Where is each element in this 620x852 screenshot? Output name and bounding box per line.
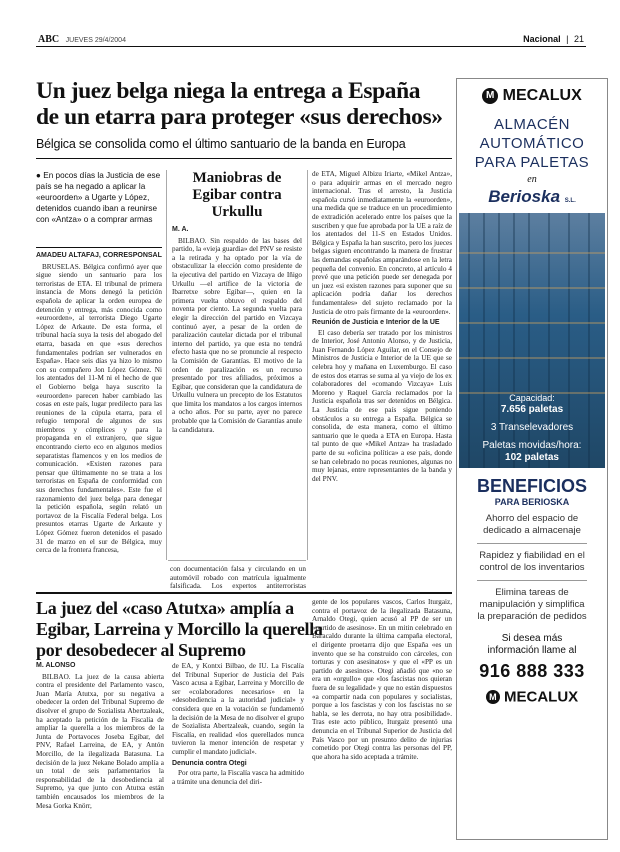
ad-benefits-title: BENEFICIOS (476, 476, 587, 497)
story3-column1 (36, 662, 164, 838)
movidas-value: 102 paletas (505, 452, 559, 464)
ad-benefit-1: Ahorro del espacio de dedicado a almacenaje (483, 513, 581, 537)
berioska-suffix: S.L. (564, 198, 576, 205)
story2-col-a-text: BILBAO. Sin respaldo de las bases del partido, la «vieja guardia» del PNV se resiste a la retirada y ha optado por la vía de obstaculizar la elección como presidente de la ejecutiva del partido en Vizcaya de Iñigo Urkullu —el artífice de la victoria de Ibarretxe sobre Egibar—, quien en la primera vuelta obtuvo el respaldo del noventa por ciento. La segunda vuelta para elegir la dirección del partido en Vizcaya continuó ayer, a pesar de la orden de paralización cautelar dictada por el tribunal interno del partido, ya que esta no tendrá efecto hasta que no se pronuncie al respecto la Comisión de Garantías. El motivo de la orden de paralización es un recurso presentado por tres afiliados, próximos a Egibar, que consideran que la candidatura de Urkullu vulnera un precepto de los Estatutos que limita los mandatos a los cargos internos a ocho años. Por su parte, ayer no parece probable que la Comisión de Garantías anule la candidatura. (172, 236, 302, 434)
story3-col2-subhead: Denuncia contra Otegi (172, 759, 247, 767)
header-rule (36, 46, 586, 47)
ad-brand-bottom (457, 688, 607, 706)
story1-title-line1: Un juez belga niega la entrega a España (36, 78, 421, 104)
story3-col1-text: BILBAO. La juez de la causa abierta contra el presidente del Parlamento vasco, Juan María Atutxa, por su negativa a obedecer la orden del Tribunal Supremo de disolver el grupo de Sozialista Abertzaleak, ha aceptado la petición de la Fiscalía de ampliar la querella a los miembros de la Junta de Portavoces Joseba Egibar, del PNV, Rafael Larreina, de EA, y Antón Morcillo, de la ilegalizada Batasuna. La decisión de la juez Nekane Bolado amplía a un total de seis parlamentarios la responsabilidad de la desobediencia al Supremo, ya que junto con Atutxa están también encausados los miembros de la Mesa Gorka Knörr, (36, 672, 164, 810)
story-separator (36, 592, 452, 594)
movidas-label: Paletas movidas/hora: (482, 440, 582, 452)
brand-logo: ABC (38, 34, 60, 45)
story3-title-line3: por desobedecer al Supremo (36, 640, 246, 660)
transelevadores: 3 Transelevadores (490, 422, 574, 434)
page-number: 21 (573, 34, 584, 44)
story1-col3-subhead: Reunión de Justicia e Interior de la UE (312, 319, 440, 327)
bullet-icon: ● (36, 171, 41, 180)
ad-cta-line1: Si desea más (501, 633, 563, 645)
story1-subtitle: Bélgica se consolida como el último santuario de la banda en Europa (36, 137, 406, 151)
story2-divider-left (166, 170, 167, 560)
story3-column3 (312, 598, 452, 838)
ad-benefit-divider-2 (477, 580, 587, 581)
story1-summary-text: En pocos días la Justicia de ese país se ha negado a aplicar la «euroorden» a Ugarte y López, detenidos cuando iban a reunirse con «Antza» o a comprar armas (36, 171, 161, 224)
story1-column1 (36, 252, 162, 588)
story1-col3b-text: El caso debería ser tratado por los ministros de Interior, José Antonio Alonso, y de Justicia, Juan Fernando López Aguilar, en el Consejo de Ministros de Justicia e Interior de la UE que se celebra hoy y mañana en Luxemburgo. El caso de estos dos etarras se suma al ya viejo de los ex colaboradores del «comando Vizcaya» Luis Moreno y Raquel García reclamados por la Justicia española tras ser detenidos en Bélgica. La Justicia de ese país sigue poniendo obstáculos a su entrega a España. Bélgica se consolida, de esta manera, como el último santuario que le queda a ETA en Europa. Hasta tal punto de que «Mikel Antza» ha trasladado parte de su «oficina política» a ese país, donde se han celebrado no pocas reuniones, algunas no muy lejanas, entre representantes de la banda y del PNV. (312, 328, 452, 483)
ad-benefits-sub: PARA BERIOSKA (494, 497, 570, 508)
warehouse-photo (459, 213, 605, 468)
ad-benefit-2: Rapidez y fiabilidad en el control de los inventarios (479, 550, 585, 574)
ad-client-logo (457, 187, 607, 207)
story2-column-b (170, 565, 306, 591)
story3-column2 (172, 662, 304, 838)
story2-headline: Maniobras de Egibar contra Urkullu (192, 170, 282, 220)
ad-en: en (527, 174, 537, 186)
story2-byline: M. A. (172, 226, 189, 233)
story3-col2-text: de EA, y Kontxi Bilbao, de IU. La Fiscalía del Tribunal Superior de Justicia del País Vasco acusa a Egibar, Larreina y Morcillo de ser «colaboradores necesarios» en la «desobediencia a la autoridad judicial» y considera que en la votación se fundamentó la decisión de la Mesa de no disolver el grupo de Sozialista Abertzaleak, cuando, según la Fiscalía, en realidad «los querellados nunca tuvieron la menor intención de respetar y cumplir el mandato judicial». (172, 662, 304, 756)
story1-title-line2: de un etarra para proteger «sus derechos» (36, 104, 443, 130)
story1-headline (36, 78, 456, 130)
ad-brand-top (457, 87, 607, 105)
mecalux-logo-icon: M (482, 88, 498, 104)
story2-col-b-text: con documentación falsa y circulando en un automóvil robado con matrícula igualmente falsificada. Los expertos antiterroristas (170, 565, 306, 591)
ad-brand-bottom-text: MECALUX (504, 688, 579, 706)
header-date: JUEVES 29/4/2004 (65, 37, 126, 44)
story1-summary (36, 170, 162, 225)
story3-col2b-text: Por otra parte, la Fiscalía vasca ha admitido a trámite una denuncia del diri- (172, 769, 304, 786)
ad-line2: AUTOMÁTICO (479, 135, 585, 153)
ad-line1: ALMACÉN (493, 116, 571, 134)
story1-subtitle-rule (36, 158, 452, 159)
capacity-label: Capacidad: (509, 393, 555, 404)
ad-brand-top-text: MECALUX (502, 87, 582, 104)
story1-col3a-text: de ETA, Miguel Albizu Iriarte, «Mikel Antza», o para adquirir armas en el mercado negro internacional. Tras el arresto, la Justicia española cursó inmediatamente la «euroorden», una medida que se traduce en un procedimiento de extradición acelerado entre los países que la suscriben y que fue aprobada por la UE a raíz de los atentados del 11-S en Estados Unidos. Bélgica y España la han suscrito, pero los jueces belgas siguen encontrando la manera de frustrar las demandas españolas amparándose en la letra pequeña del convenio. En concreto, al artículo 4 prevé que una petición puede ser denegada por un juez «si existen razones para suponer que su aplicación podría dañar los derechos fundamentales» del sujeto reclamado por la Justicia de otro país firmante de la «euroorden». (312, 170, 452, 316)
ad-headline (457, 115, 607, 172)
story1-byline: AMADEU ALTAFAJ, CORRESPONSAL (36, 252, 162, 259)
header: ABC JUEVES 29/4/2004 Nacional | 21 (38, 34, 584, 45)
story3-col3-text: gente de los populares vascos, Carlos Iturgaiz, contra el portavoz de la ilegalizada Batasuna, Arnaldo Otegi, quien acusó al PP de ser un «partido de asesinos». En un mitin celebrado en Baracaldo durante la última campaña electoral, el dirigente proetarra dijo que España «es un invento que se ha construido con cárceles, con torturas y con asesinatos» y que el «PP es un partido de asesinos». Otegi añadió que «no se era un «orgullo» que «los fascistas nos quieran fuera de su legalidad» y que no están dispuestos «a compartir nada con populares y socialistas, porque a los fascistas y con los fascistas no se habla, se les derrota, no hay otra posibilidad». Tras este acto público, Iturgaiz presentó una denuncia en el Tribunal Superior de Justicia del País Vasco por un presunto delito de injurias cometido por Otegi contra las personas del PP, que ahora ha sido aceptada a trámite. (312, 598, 452, 761)
story3-byline: M. ALONSO (36, 662, 76, 669)
story3-title-line1: La juez del «caso Atutxa» amplía a (36, 598, 294, 618)
ad-benefit-divider-1 (477, 543, 587, 544)
story1-column3 (312, 170, 452, 588)
story2-bottom-rule (168, 560, 306, 561)
mecalux-logo-icon-bottom: M (486, 690, 500, 704)
ad-benefit-3: Elimina tareas de manipulación y simplifica la preparación de pedidos (477, 587, 587, 623)
ad-line3: PARA PALETAS (474, 154, 590, 172)
mecalux-advertisement[interactable] (456, 78, 608, 840)
berioska-logo-text: Berioska (488, 187, 561, 207)
ad-stats (459, 392, 605, 464)
ad-cta (457, 633, 607, 657)
story2-divider-right (307, 170, 308, 560)
section-name: Nacional (523, 34, 561, 44)
story2-column-a (172, 226, 302, 561)
story3-title-line2: Egibar, Larreina y Morcillo la querella (36, 619, 323, 639)
story1-summary-rule (36, 247, 162, 248)
capacity-value: 7.656 paletas (500, 404, 564, 416)
ad-cta-line2: información llame al (487, 645, 577, 657)
story3-headline (36, 598, 323, 661)
story1-col1-text: BRUSELAS. Bélgica confirmó ayer que sigue siendo un santuario para los terroristas de ETA. El tribunal de primera instancia de Mons denegó la petición española de aplicar la orden europea de detención y entrega, más conocida como «euroorden», al terrorista Diego Ugarte López de Arkaute. De esta forma, el tribunal hacía suya la tesis del abogado del etarra, basada en que «sus derechos fundamentales podrían ser vulnerados en España». Hace seis días ya hizo lo mismo con su compañero Jon López Gómez. Ni los atentados del 11-M ni el hecho de que el Gobierno belga haya suscrito la «euroorden» parecen haber cambiado las cosas en este país, lugar predilecto para las reuniones de la cúpula etarra, para el refugio temporal de algunos de sus miembros y cómplices y para la propaganda en el extranjero, que sigue encontrando cierto eco en algunos medios separatistas flamencos y en los medios de comunicación. «Existen razones para pensar que últimamente no se trata a los terroristas en España de conformidad con sus derechos fundamentales». Este fue el razonamiento del juez belga para denegar la petición española, según relató un portavoz de la Fiscalía Federal belga. Los presuntos etarras Ugarte de Arkaute y López Gómez fueron detenidos el pasado 31 de marzo en el sur de Bélgica, muy cerca de la frontera francesa, (36, 262, 162, 555)
ad-phone[interactable]: 916 888 333 (479, 661, 585, 682)
